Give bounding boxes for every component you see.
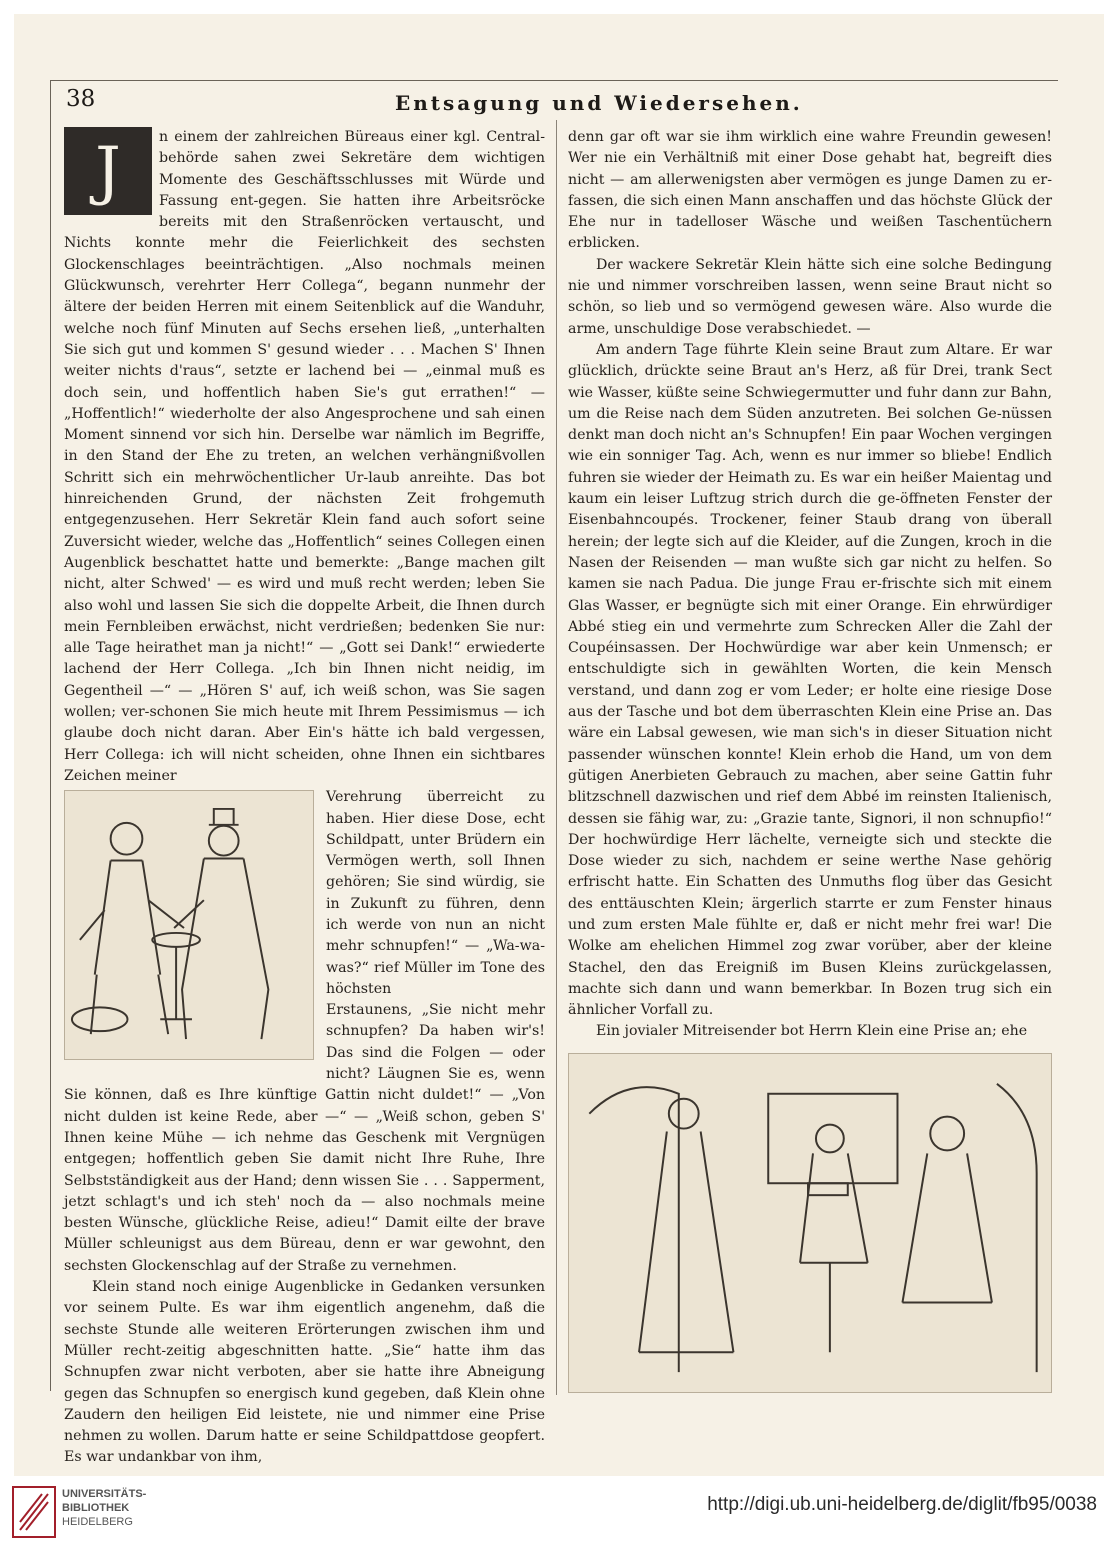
- library-name-line1: UNIVERSITÄTS-: [62, 1488, 147, 1500]
- column-divider: [556, 120, 557, 1395]
- paragraph-beside-illustration: Verehrung überreicht zu haben. Hier diese Dose, echt Schildpatt, unter Brüdern ein Vermögen werth, soll Ihnen gehören; Sie sind würdig, sie in Zukunft zu führen, denn ich werde von nun an nicht mehr schnupfen!“ — „Wa-wa-was?“ rief Müller im Tone des höchsten: [326, 789, 545, 997]
- paragraph-mitreisender: Ein jovialer Mitreisender bot Herrn Klein eine Prise an; ehe: [596, 1023, 1028, 1040]
- right-column: [568, 127, 1052, 1393]
- illustration-train-compartment: [568, 1053, 1052, 1393]
- library-name-line3: HEIDELBERG: [62, 1516, 133, 1528]
- drop-cap: J: [64, 127, 152, 215]
- paragraph-opening: n einem der zahlreichen Büreaus einer kgl. Central-behörde sahen zwei Sekretäre dem wichtigen Momente des Geschäftsschlusses mit Würde und Fassung ent-gegen. Sie hatten ihre Arbeitsröcke bereits mit den Straßenröcken vertauscht, und Nichts konnte mehr die Feierlichkeit des sechsten Glockenschlages beeinträchtigen. „Also nochmals meinen Glückwunsch, verehrter Herr Collega“, begann nunmehr der ältere der beiden Herren mit einem Seitenblick auf die Wanduhr, welche noch fünf Minuten auf Sechs ersehen ließ, „unterhalten Sie sich gut und kommen S' gesund wieder . . . Machen S' Ihnen weiter nichts d'raus“, setzte er lachend bei — „einmal muß es doch sein, und hoffentlich haben Sie's gut errathen!“ — „Hoffentlich!“ wiederholte der also Angesprochene und sah einen Moment sinnend vor sich hin. Derselbe war nämlich im Begriffe, in den Stand der Ehe zu treten, an welchen verhängnißvollen Schritt sich ein mehrwöchentlicher Ur-laub anreihte. Das bot hinreichenden Grund, der nächsten Zeit frohgemuth entgegenzusehen. Herr Sekretär Klein fand auch sofort seine Zuversicht wieder, welche das „Hoffentlich“ seines Collegen einen Augenblick beschattet hatte und bemerkte: „Bange machen gilt nicht, alter Schwed' — es wird und muß recht werden; leben Sie also wohl und lassen Sie sich die doppelte Arbeit, die Ihnen durch mein Fernbleiben erwächst, nicht verdrießen; bedenken Sie nur: alle Tage heirathet man ja nicht!“ — „Gott sei Dank!“ erwiederte lachend der Herr Collega. „Ich bin Ihnen nicht neidig, im Gegentheil —“ — „Hören S' auf, ich weiß schon, was Sie sagen wollen; ver-schonen Sie mich heute mit Ihrem Pessimismus — ich glaube doch nicht daran. Aber Ein's hätte ich bald vergessen, Herr Collega: ich will nicht scheiden, ohne Ihnen ein sichtbares Zeichen meiner: [64, 129, 545, 784]
- library-name-line2: BIBLIOTHEK: [62, 1502, 130, 1514]
- illustration-train-compartment-drawing: [569, 1054, 1051, 1392]
- page-title: Entsagung und Wiedersehen.: [395, 91, 803, 115]
- paragraph-reise: Am andern Tage führte Klein seine Braut zum Altare. Er war glücklich, drückte seine Braut an's Herz, aß für Drei, trank Sect wie Wasser, küßte seine Schwiegermutter und fuhr dann zur Bahn, um die Reise nach dem Süden anzutreten. Bei solchen Ge-nüssen denkt man doch nicht an's Schnupfen! Ein paar Wochen vergingen wie ein sonniger Tag. Ach, wenn es nur immer so bliebe! Endlich fuhren sie wieder der Heimath zu. Es war ein heißer Maientag und kaum ein leiser Luftzug strich durch die ge-öffneten Fenster der Eisenbahncoupés. Trockener, feiner Staub drang von überall herein; der legte sich auf die Kleider, auf die Zungen, kroch in die Nasen der Reisenden — man wußte sich gar nicht zu helfen. So kamen sie nach Padua. Die junge Frau er-frischte sich mit einem Glas Wasser, er begnügte sich mit einer Orange. Ein ehrwürdiger Abbé stieg ein und vermehrte zum Schrecken Aller die Zahl der Coupéinsassen. Der Hochwürdige war aber kein Unmensch; er entschuldigte sich in gewählten Worten, die kein Mensch verstand, und dann zog er vom Leder; er holte eine riesige Dose aus der Tasche und bot dem überraschten Klein eine Prise an. Das wäre ein Labsal gewesen, wie man sich's in dieser Situation nicht passender wünschen konnte! Klein erhob die Hand, um von dem gütigen Anerbieten Gebrauch zu machen, aber seine Gattin fuhr blitzschnell dazwischen und rief dem Abbé im reinsten Italienisch, dessen sie fähig war, zu: „Grazie tante, Signori, il non schnupfio!“ Der hochwürdige Herr lächelte, verneigte sich und steckte die Dose wieder zu sich, nachdem er seine werthe Nase gehörig erfrischt hatte. Ein Schatten des Unmuths flog über das Gesicht des enttäuschten Klein; ärgerlich starrte er zum Fenster hinaus und zum ersten Male fühlte er, daß er nicht mehr frei war! Die Wolke am ehelichen Himmel zog zwar vorüber, aber der kleine Stachel, den das Ereigniß im Busen Kleins zurückgelassen, machte sich dann und wann bemerkbar. In Bozen trug sich ein ähnlicher Vorfall zu.: [568, 341, 1052, 1019]
- permalink-url[interactable]: http://digi.ub.uni-heidelberg.de/diglit/fb95/0038: [707, 1494, 1097, 1515]
- paragraph-klein-stand: Klein stand noch einige Augenblicke in Gedanken versunken vor seinem Pulte. Es war ihm eigentlich angenehm, daß die sechste Stunde alle weiteren Erörterungen zwischen ihm und Müller recht-zeitig abgeschnitten hatte. „Sie“ hatte ihm das Schnupfen zwar nicht verboten, aber sie hatte ihre Abneigung gegen das Schnupfen so energisch kund gegeben, daß Klein ohne Zaudern den heiligen Eid leistete, nie und nimmer eine Prise nehmen zu wollen. Darum hatte er seine Schildpattdose geopfert. Es war undankbar von ihm,: [64, 1279, 545, 1466]
- left-column: [64, 127, 545, 1469]
- illustration-two-clerks-drawing: [65, 791, 313, 1059]
- footer-bar: [0, 1478, 1115, 1551]
- paragraph-after-illustration: Erstaunens, „Sie nicht mehr schnupfen? Da haben wir's! Das sind die Folgen — oder nicht? Läugnen Sie es, wenn Sie können, daß es Ihre künftige Gattin nicht duldet!“ — „Von nicht dulden ist keine Rede, aber —“ — „Weiß schon, geben S' Ihnen keine Mühe — ich nehme das Geschenk mit Vergnügen entgegen; hoffentlich geben Sie damit nicht Ihre Ruhe, Ihre Selbstständigkeit aus der Hand; denn wissen Sie . . . Sapperment, jetzt schlagt's und ich steh' noch da — also nochmals meine besten Wünsche, glückliche Reise, adieu!“ Damit eilte der brave Müller schleunigst aus dem Büreau, denn er war gewohnt, den sechsten Glockenschlag auf der Straße zu vernehmen.: [64, 1002, 545, 1274]
- page-number: 38: [66, 86, 96, 112]
- paragraph-bedingung: Der wackere Sekretär Klein hätte sich eine solche Bedingung nie und nimmer vorschreiben lassen, wenn seine Braut nicht so schön, so lieb und so vermögend gewesen wäre. Also wurde die arme, unschuldige Dose verabschiedet. —: [568, 256, 1052, 337]
- illustration-two-clerks: [64, 790, 314, 1060]
- library-seal-icon: [12, 1486, 56, 1538]
- paragraph-continuation: denn gar oft war sie ihm wirklich eine wahre Freundin gewesen! Wer nie ein Verhältniß mit einer Dose gehabt hat, begreift dies nicht — am allerwenigsten aber vermögen es junge Damen zu er-fassen, die sich einen Mann anschaffen und das höchste Glück der Ehe nur in tadelloser Wäsche und weißen Taschentüchern erblicken.: [568, 129, 1052, 252]
